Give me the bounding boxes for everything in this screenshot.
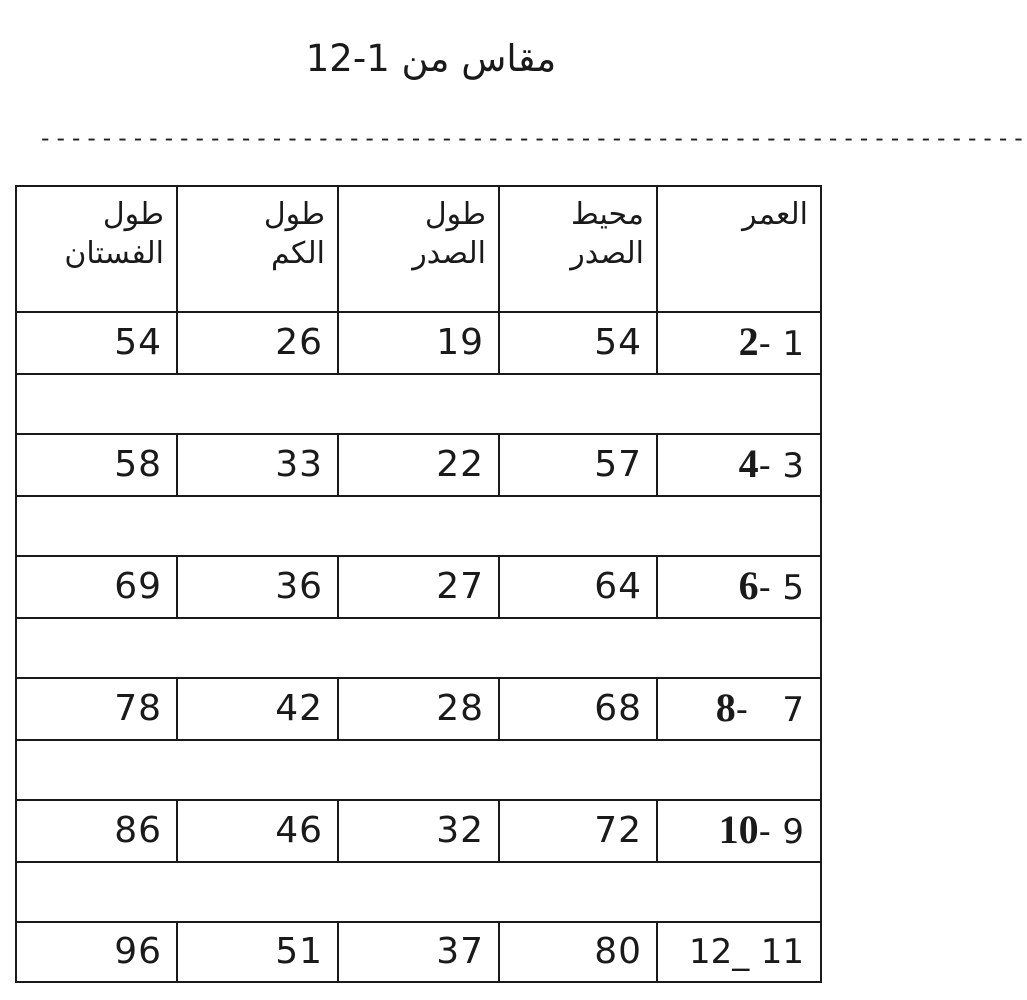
age-to: 4 xyxy=(738,441,759,486)
spacer-cell xyxy=(16,618,821,678)
size-table-container xyxy=(15,185,820,1000)
table-row xyxy=(16,922,821,982)
cell-chest-length: 37 xyxy=(338,922,499,982)
age-from: 7 xyxy=(782,690,804,730)
cell-sleeve-length: 42 xyxy=(177,678,338,740)
header-cell-sleeve-length xyxy=(177,186,338,312)
header-cell-chest-length xyxy=(338,186,499,312)
age-to: 10 xyxy=(718,807,759,852)
header-cell-dress-length xyxy=(16,186,177,312)
age-to: 12 xyxy=(689,932,733,972)
size-table xyxy=(15,185,822,983)
cell-dress-length: 78 xyxy=(16,678,177,740)
age-to: 6 xyxy=(738,563,759,608)
cell-dress-length: 69 xyxy=(16,556,177,618)
header-sleeve-length: طول الكم xyxy=(263,197,325,271)
cell-dress-length: 58 xyxy=(16,434,177,496)
header-age: العمر xyxy=(742,197,808,232)
cell-dress-length: 96 xyxy=(16,922,177,982)
age-to: 2 xyxy=(738,319,759,364)
header-chest-length: طول الصدر xyxy=(412,197,486,271)
spacer-row xyxy=(16,862,821,922)
page-title: مقاس من 1-12 xyxy=(305,37,557,80)
header-cell-chest-circumference xyxy=(499,186,657,312)
spacer-cell xyxy=(16,862,821,922)
age-separator: - xyxy=(758,568,771,608)
cell-sleeve-length: 46 xyxy=(177,800,338,862)
spacer-row xyxy=(16,618,821,678)
cell-age xyxy=(657,922,821,982)
age-separator: - xyxy=(758,812,771,852)
cell-sleeve-length: 33 xyxy=(177,434,338,496)
spacer-cell xyxy=(16,496,821,556)
spacer-row xyxy=(16,374,821,434)
cell-chest-circumference: 57 xyxy=(499,434,657,496)
age-separator: - xyxy=(735,690,749,730)
age-from: 9 xyxy=(782,812,804,852)
age-separator: - xyxy=(758,324,771,364)
cell-age xyxy=(657,556,821,618)
table-header-row xyxy=(16,186,821,312)
separator-line: ---------------------------------------------------------------- xyxy=(38,124,1027,152)
header-dress-length: طول الفستان xyxy=(64,197,164,271)
header-chest-circumference: محيط الصدر xyxy=(570,197,644,271)
cell-chest-circumference: 64 xyxy=(499,556,657,618)
cell-sleeve-length: 51 xyxy=(177,922,338,982)
header-cell-age xyxy=(657,186,821,312)
spacer-cell xyxy=(16,740,821,800)
cell-dress-length: 86 xyxy=(16,800,177,862)
cell-dress-length: 54 xyxy=(16,312,177,374)
cell-sleeve-length: 36 xyxy=(177,556,338,618)
spacer-cell xyxy=(16,374,821,434)
cell-age xyxy=(657,434,821,496)
age-from: 11 xyxy=(760,932,804,972)
age-to: 8 xyxy=(715,685,736,730)
table-row xyxy=(16,800,821,862)
cell-chest-length: 32 xyxy=(338,800,499,862)
cell-chest-length: 22 xyxy=(338,434,499,496)
age-from: 5 xyxy=(782,568,804,608)
cell-chest-circumference: 80 xyxy=(499,922,657,982)
spacer-row xyxy=(16,496,821,556)
cell-age xyxy=(657,312,821,374)
age-separator: - xyxy=(758,446,771,486)
cell-age xyxy=(657,800,821,862)
table-row xyxy=(16,678,821,740)
cell-chest-circumference: 68 xyxy=(499,678,657,740)
cell-chest-length: 28 xyxy=(338,678,499,740)
age-from: 1 xyxy=(782,324,804,364)
cell-chest-length: 19 xyxy=(338,312,499,374)
table-row xyxy=(16,556,821,618)
cell-sleeve-length: 26 xyxy=(177,312,338,374)
cell-age xyxy=(657,678,821,740)
age-from: 3 xyxy=(782,446,804,486)
table-row xyxy=(16,312,821,374)
age-separator: _ xyxy=(732,932,750,972)
cell-chest-circumference: 72 xyxy=(499,800,657,862)
cell-chest-circumference: 54 xyxy=(499,312,657,374)
cell-chest-length: 27 xyxy=(338,556,499,618)
table-row xyxy=(16,434,821,496)
spacer-row xyxy=(16,740,821,800)
